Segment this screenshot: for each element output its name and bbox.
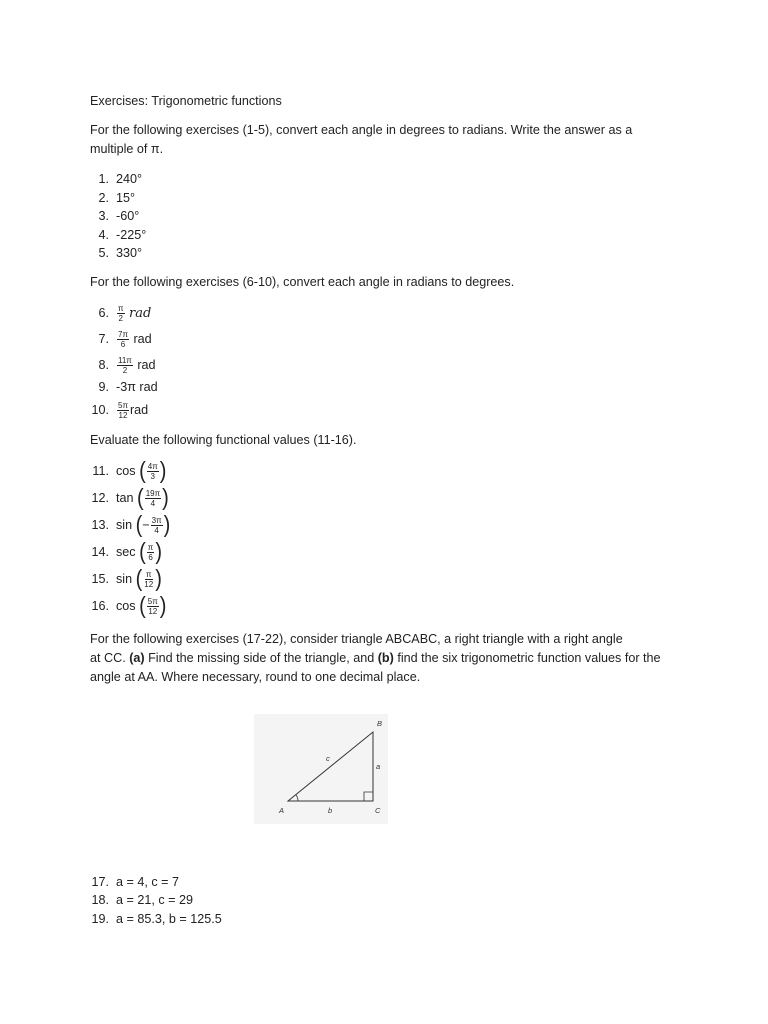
item-number: 4.	[98, 228, 109, 242]
function-name: sec	[116, 545, 136, 559]
vertex-label-a: A	[279, 806, 285, 815]
fraction	[147, 543, 155, 562]
item-text: a = 21, c = 29	[116, 893, 194, 907]
item-number: 16.	[91, 599, 109, 613]
item-number: 12.	[91, 491, 109, 505]
side-label-c: c	[326, 754, 330, 763]
section2-intro: For the following exercises (6-10), convert each angle in radians to degrees.	[90, 275, 515, 289]
list-item	[71, 910, 222, 929]
list-item	[71, 458, 167, 484]
item-text: 15°	[116, 191, 136, 205]
list-item	[71, 378, 158, 397]
fraction	[117, 356, 133, 375]
list-item	[71, 566, 162, 592]
function-name: sin	[116, 572, 133, 586]
fraction	[151, 516, 163, 535]
item-number: 10.	[91, 403, 109, 417]
fraction	[147, 462, 159, 481]
numerator: 7π	[118, 330, 128, 340]
side-label-b: b	[328, 806, 333, 815]
list-item	[71, 401, 148, 420]
section4-line1: For the following exercises (17-22), consider triangle ABCABC, a right triangle with a right angle	[90, 632, 623, 646]
item-number: 9.	[98, 380, 109, 394]
item-text: 330°	[116, 246, 143, 260]
unit-label: rad	[133, 332, 152, 346]
left-paren: (	[139, 539, 146, 565]
part-b-label: (b)	[377, 651, 394, 665]
triangle-diagram	[254, 714, 388, 824]
denominator: 6	[120, 340, 126, 350]
left-paren: (	[139, 593, 146, 619]
numerator: 4π	[147, 462, 158, 472]
item-number: 11.	[92, 464, 109, 478]
list-item	[71, 873, 179, 892]
numerator: π	[145, 570, 152, 580]
denominator: 12	[144, 580, 154, 590]
denominator: 12	[148, 607, 158, 617]
item-number: 2.	[98, 191, 109, 205]
item-number: 6.	[98, 306, 109, 320]
text-segment: find the six trigonometric function values for the	[393, 651, 661, 665]
section1-intro-line2: multiple of π.	[90, 142, 164, 156]
item-number: 17.	[91, 875, 109, 889]
vertex-label-b: B	[377, 719, 383, 728]
item-number: 13.	[91, 518, 109, 532]
part-a-label: (a)	[129, 651, 145, 665]
item-number: 15.	[91, 572, 109, 586]
sign: −	[142, 518, 150, 532]
function-name: cos	[116, 599, 136, 613]
right-paren: )	[159, 593, 167, 619]
left-paren: (	[139, 458, 146, 484]
fraction	[117, 401, 129, 420]
item-number: 19.	[91, 912, 109, 926]
text-segment: Find the missing side of the triangle, and	[144, 651, 378, 665]
denominator: 4	[154, 526, 159, 536]
list-item	[71, 485, 169, 511]
list-item	[71, 539, 162, 565]
section4-line3: angle at AA. Where necessary, round to one decimal place.	[90, 670, 421, 684]
denominator: 2	[118, 314, 123, 324]
item-number: 18.	[91, 893, 109, 907]
item-text: a = 4, c = 7	[116, 875, 180, 889]
unit-label: rad	[137, 358, 156, 372]
right-paren: )	[162, 485, 169, 511]
left-paren: (	[135, 512, 143, 538]
denominator: 4	[150, 499, 156, 509]
fraction	[143, 570, 154, 589]
list-item	[71, 512, 171, 538]
fraction	[147, 597, 159, 616]
right-triangle-figure	[254, 714, 388, 824]
unit-label: rad	[129, 306, 152, 321]
right-paren: )	[159, 458, 167, 484]
denominator: 2	[122, 366, 128, 376]
section3-intro: Evaluate the following functional values (11-16).	[90, 433, 357, 447]
list-item	[71, 304, 151, 323]
item-text: -225°	[116, 228, 147, 242]
left-paren: (	[137, 485, 144, 511]
item-number: 5.	[98, 246, 109, 260]
list-item	[71, 170, 142, 189]
item-number: 1.	[98, 172, 109, 186]
side-label-a: a	[376, 762, 381, 771]
item-number: 8.	[98, 358, 109, 372]
section4-line2	[90, 651, 661, 665]
item-number: 14.	[91, 545, 109, 559]
item-text: a = 85.3, b = 125.5	[116, 912, 222, 926]
function-name: tan	[116, 491, 134, 505]
vertex-label-c: C	[375, 806, 381, 815]
text-segment: at CC.	[90, 651, 130, 665]
list-item	[71, 244, 142, 263]
list-item	[71, 189, 135, 208]
list-item	[71, 891, 193, 910]
denominator: 12	[118, 411, 128, 421]
unit-label: rad	[129, 403, 149, 417]
list-item	[71, 593, 167, 619]
list-item	[71, 226, 146, 245]
item-text: -60°	[116, 209, 140, 223]
function-name: sin	[116, 518, 133, 532]
function-name: cos	[116, 464, 136, 478]
fraction	[117, 330, 129, 349]
fraction	[117, 304, 125, 323]
item-number: 7.	[98, 332, 109, 346]
numerator: 19π	[145, 489, 161, 499]
fraction	[145, 489, 161, 508]
item-text: 240°	[116, 172, 143, 186]
page-title: Exercises: Trigonometric functions	[90, 94, 282, 108]
item-text: -3π rad	[116, 380, 158, 394]
numerator: π	[147, 543, 154, 553]
numerator: 3π	[151, 516, 162, 526]
right-paren: )	[155, 539, 162, 565]
section1-intro-line1: For the following exercises (1-5), convert each angle in degrees to radians. Write the answer as a	[90, 123, 633, 137]
right-paren: )	[155, 566, 162, 592]
list-item	[71, 207, 139, 226]
numerator: 5π	[118, 401, 128, 411]
item-number: 3.	[98, 209, 109, 223]
denominator: 3	[150, 472, 155, 482]
numerator: 5π	[147, 597, 158, 607]
right-paren: )	[163, 512, 171, 538]
list-item	[71, 356, 156, 375]
numerator: 11π	[118, 356, 132, 366]
list-item	[71, 330, 152, 349]
denominator: 6	[148, 553, 153, 563]
left-paren: (	[135, 566, 143, 592]
numerator: π	[118, 304, 124, 314]
